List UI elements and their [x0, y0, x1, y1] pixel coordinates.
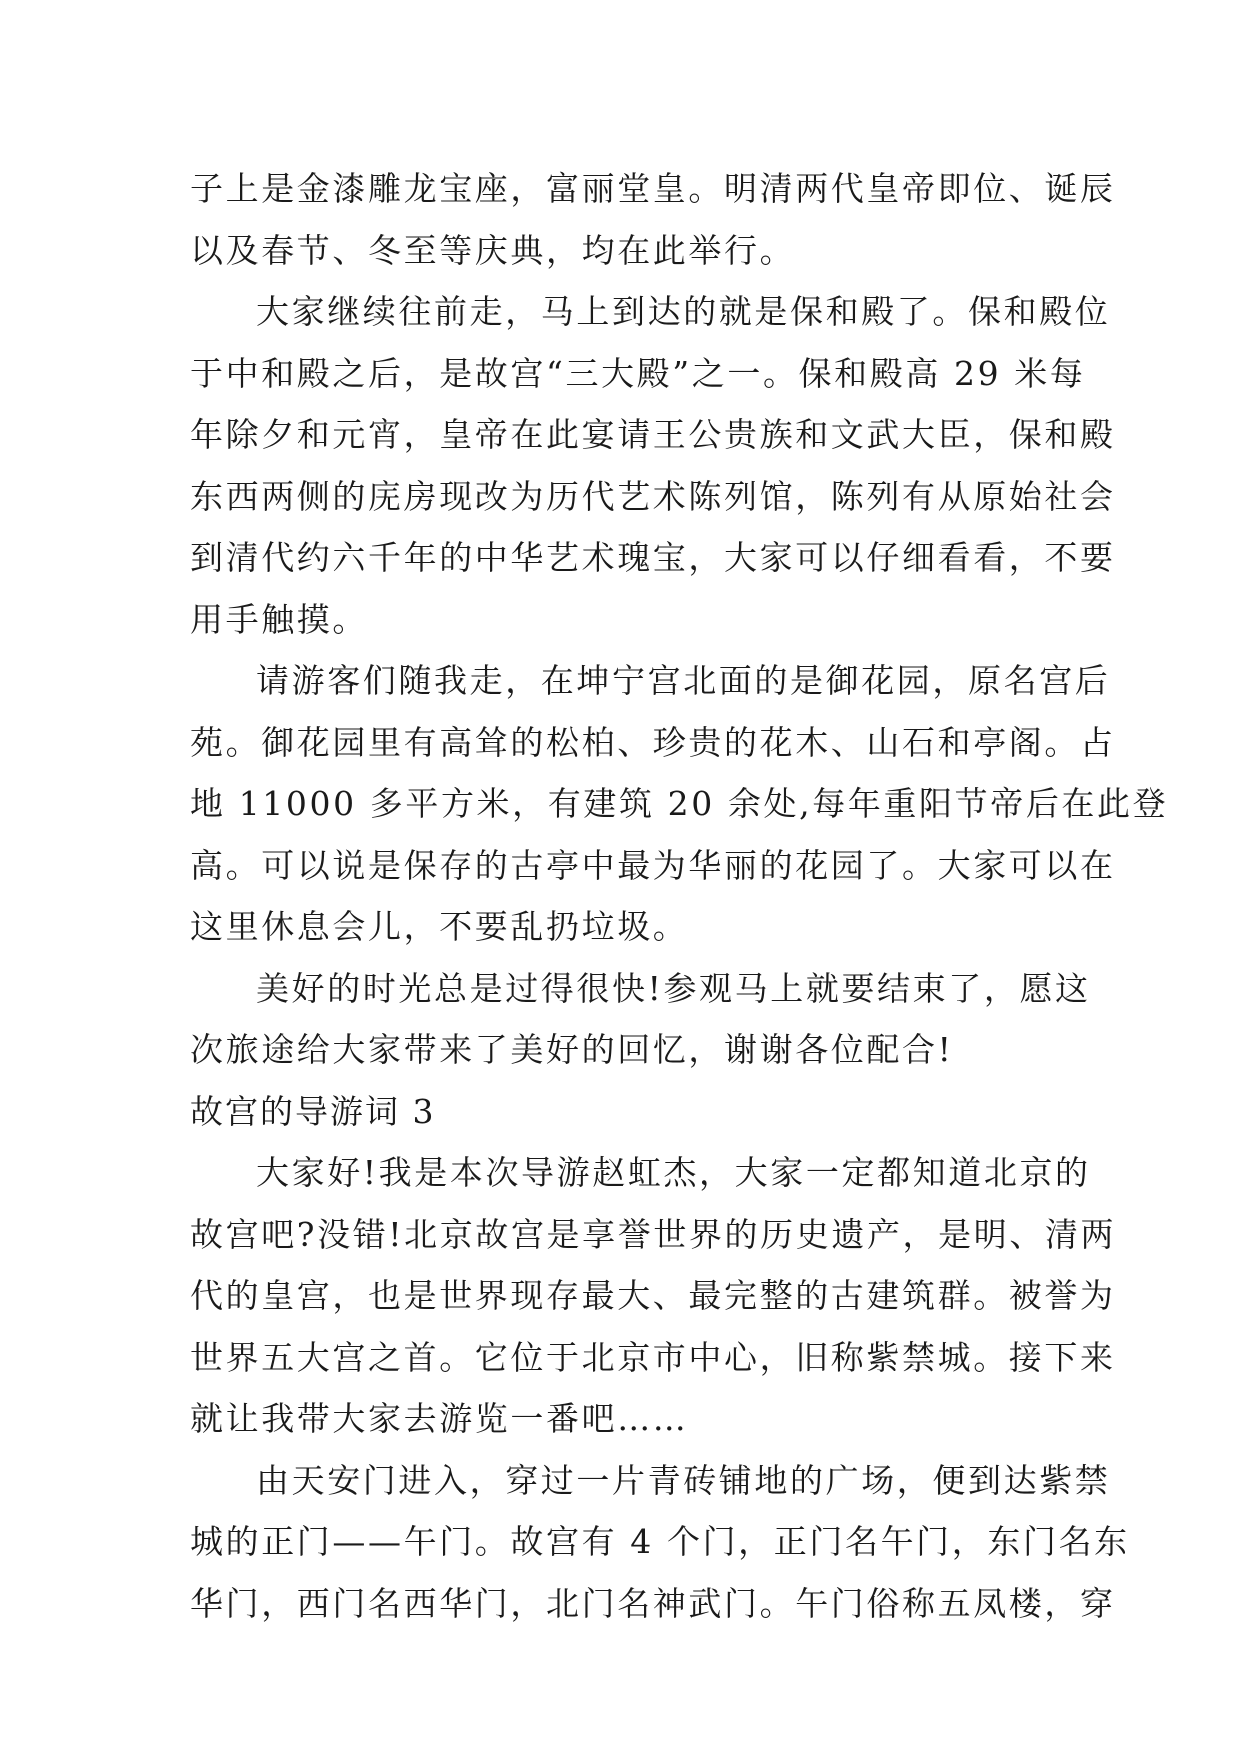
text-line: 城的正门——午门。故宫有 4 个门，正门名午门，东门名东	[190, 1522, 1130, 1561]
text-line: 以及春节、冬至等庆典，均在此举行。	[190, 230, 796, 270]
text-line: 这里休息会儿，不要乱扔垃圾。	[190, 907, 689, 946]
text-line: 故宫吧?没错!北京故宫是享誉世界的历史遗产，是明、清两	[190, 1214, 1117, 1254]
text-line: 高。可以说是保存的古亭中最为华丽的花园了。大家可以在	[190, 845, 1116, 885]
document-body	[190, 158, 1169, 1634]
text-line: 地 11000 多平方米，有建筑 20 余处,每年重阳节帝后在此登	[190, 784, 1169, 823]
text-line: 大家继续往前走，马上到达的就是保和殿了。保和殿位	[256, 292, 1111, 331]
text-line: 请游客们随我走，在坤宁宫北面的是御花园，原名宫后	[256, 661, 1111, 700]
text-line: 大家好!我是本次导游赵虹杰，大家一定都知道北京的	[256, 1153, 1091, 1192]
text-line: 苑。御花园里有高耸的松柏、珍贵的花木、山石和亭阁。占	[190, 722, 1116, 762]
text-line: 子上是金漆雕龙宝座，富丽堂皇。明清两代皇帝即位、诞辰	[190, 169, 1116, 208]
text-line: 由天安门进入，穿过一片青砖铺地的广场，便到达紫禁	[256, 1460, 1111, 1500]
section-heading: 故宫的导游词 3	[190, 1091, 436, 1131]
text-line: 美好的时光总是过得很快!参观马上就要结束了，愿这	[256, 968, 1091, 1008]
text-line: 到清代约六千年的中华艺术瑰宝，大家可以仔细看看，不要	[190, 538, 1116, 577]
text-line: 华门，西门名西华门，北门名神武门。午门俗称五凤楼，穿	[190, 1583, 1116, 1623]
text-line: 次旅途给大家带来了美好的回忆，谢谢各位配合!	[190, 1030, 954, 1069]
text-line: 于中和殿之后，是故宫“三大殿”之一。保和殿高 29 米每	[190, 353, 1086, 393]
text-line: 年除夕和元宵，皇帝在此宴请王公贵族和文武大臣，保和殿	[190, 415, 1116, 454]
text-line: 用手触摸。	[190, 599, 368, 639]
text-line: 东西两侧的庑房现改为历代艺术陈列馆，陈列有从原始社会	[190, 476, 1116, 516]
text-line: 世界五大宫之首。它位于北京市中心，旧称紫禁城。接下来	[190, 1337, 1116, 1377]
text-line: 代的皇宫，也是世界现存最大、最完整的古建筑群。被誉为	[190, 1276, 1116, 1315]
text-line: 就让我带大家去游览一番吧……	[190, 1399, 689, 1438]
